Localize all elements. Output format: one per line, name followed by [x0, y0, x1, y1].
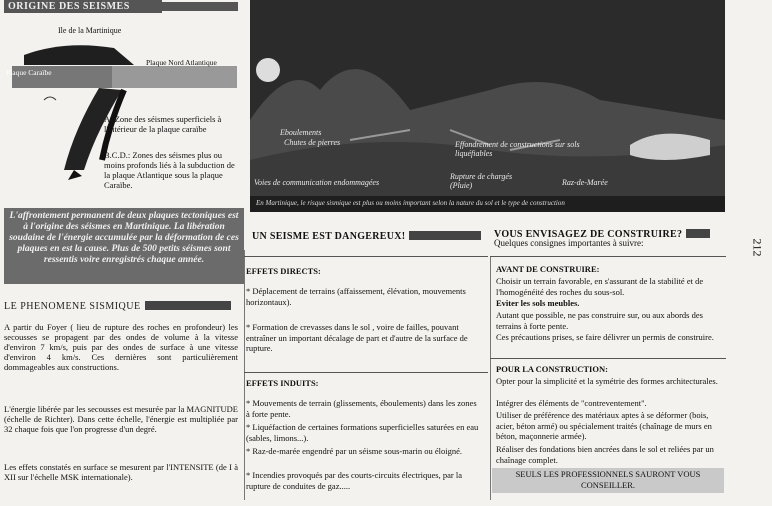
rule-right-top	[490, 256, 726, 257]
middle-title-bar	[409, 231, 481, 240]
pour-2: Intégrer des éléments de "contreventement".	[496, 398, 647, 408]
phenomene-bar	[145, 301, 231, 310]
rupture-label: Rupture de chargés (Pluie)	[450, 172, 513, 190]
phenomene-title: LE PHENOMENE SISMIQUE	[4, 301, 141, 312]
induit-1: * Mouvements de terrain (glissements, éboulements) dans les zones à forte pente.	[246, 398, 477, 419]
caribbean-plate-label: Plaque Caraïbe	[6, 68, 52, 77]
phenomene-p2: L'énergie libérée par les secousses est mesurée par la MAGNITUDE (échelle de Richter). Dans cette échelle, l'énergie est multipliée par 32 chaque fois que l'on progresse d'un degré.	[4, 404, 238, 434]
direct-2: * Formation de crevasses dans le sol , voire de failles, pouvant entraîner un important décalage de part et d'autre de la surface de rupture.	[246, 322, 468, 353]
divider-right	[490, 256, 491, 500]
tectonic-band: L'affrontement permanent de deux plaques tectoniques est à l'origine des séismes en Martinique. La libération soudaine de l'énergie accumulée par la déformation de ces plaques en est la cause. Plus de 500 petits séismes sont ressentis voire enregistrés chaque année.	[4, 208, 244, 284]
title-bar	[158, 2, 238, 11]
divider-left	[244, 250, 245, 500]
middle-heading	[252, 226, 490, 244]
rule-middle-top	[244, 256, 488, 257]
avant-2: Eviter les sols meubles.	[496, 298, 580, 308]
phenomene-heading	[4, 296, 240, 314]
voies-label: Voies de communication endommagées	[254, 178, 380, 187]
induit-4: * Incendies provoqués par des courts-circuits électriques, par la rupture de conduites de gaz.....	[246, 470, 462, 491]
right-title-bar	[686, 229, 710, 238]
rule-middle-mid	[244, 372, 488, 373]
pour-3: Utiliser de préférence des matériaux aptes à se déformer (bois, acier, béton armé) ou spécialement traités (chaînage de murs en béton, maçonnerie armée).	[496, 410, 712, 441]
closing-box: SEULS LES PROFESSIONNELS SAURONT VOUS CONSEILLER.	[492, 468, 724, 493]
middle-title: UN SEISME EST DANGEREUX!	[252, 231, 406, 242]
origin-title: ORIGINE DES SEISMES	[4, 0, 162, 13]
illustration-caption: En Martinique, le risque sismique est plus ou moins important selon la nature du sol et le type de construction	[250, 196, 725, 212]
rule-right-mid	[490, 358, 726, 359]
avant-4: Ces précautions prises, se faire délivrer un permis de construire.	[496, 332, 714, 342]
earthquake-illustration	[250, 0, 725, 212]
effets-induits-title: EFFETS INDUITS:	[246, 378, 319, 388]
effets-directs-title: EFFETS DIRECTS:	[246, 266, 321, 276]
pour-title: POUR LA CONSTRUCTION:	[496, 364, 608, 374]
zone-a-text: A: Zone des séismes superficiels à l'intérieur de la plaque caraïbe	[104, 114, 222, 134]
right-subtitle: Quelques consignes importantes à suivre:	[494, 238, 644, 248]
phenomene-p1: A partir du Foyer ( lieu de rupture des roches en profondeur) les secousses se propagent par des ondes de volume à la vitesse d'environ 7 km/s, puis par des ondes de surface à une vitesse d'environ 4 km/s. Ces dernières sont particulièrement dommageables aux constructions.	[4, 322, 238, 372]
pour-4: Réaliser des fondations bien ancrées dans le sol et reliées par un chaînage complet.	[496, 444, 714, 465]
pour-1: Opter pour la simplicité et la symétrie des formes architecturales.	[496, 376, 718, 386]
avant-1: Choisir un terrain favorable, en s'assurant de la stabilité et de l'homogénéité des roches du sous-sol.	[496, 276, 704, 297]
phenomene-p3: Les effets constatés en surface se mesurent par l'INTENSITE (de I à XII sur l'échelle MSK internationale).	[4, 462, 238, 482]
page-number: 212	[750, 238, 765, 257]
induit-2: * Liquéfaction de certaines formations superficielles saturées en eau (sables, limons...).	[246, 422, 479, 443]
chutes-label: Chutes de pierres	[284, 138, 341, 147]
right-title: VOUS ENVISAGEZ DE CONSTRUIRE?	[494, 229, 683, 240]
avant-title: AVANT DE CONSTRUIRE:	[496, 264, 600, 274]
eboulements-label: Eboulements	[280, 128, 322, 137]
raz-label: Raz-de-Marée	[562, 178, 608, 187]
island-label: Ile de la Martinique	[58, 26, 122, 35]
zone-bcd-text: B.C.D.: Zones des séismes plus ou moins profonds liés à la subduction de la plaque Atlantique sous la plaque Caraïbe.	[104, 150, 235, 190]
avant-3: Autant que possible, ne pas construire sur, ou aux abords des terrains à forte pente.	[496, 310, 703, 331]
atlantic-plate-label: Plaque Nord Atlantique	[146, 58, 217, 67]
effondrement-label: Effondrement de constructions sur sols liquéfiables	[455, 140, 580, 158]
direct-1: * Déplacement de terrains (affaissement, élévation, mouvements horizontaux).	[246, 286, 466, 307]
induit-3: * Raz-de-marée engendré par un séisme sous-marin ou éloigné.	[246, 446, 462, 456]
